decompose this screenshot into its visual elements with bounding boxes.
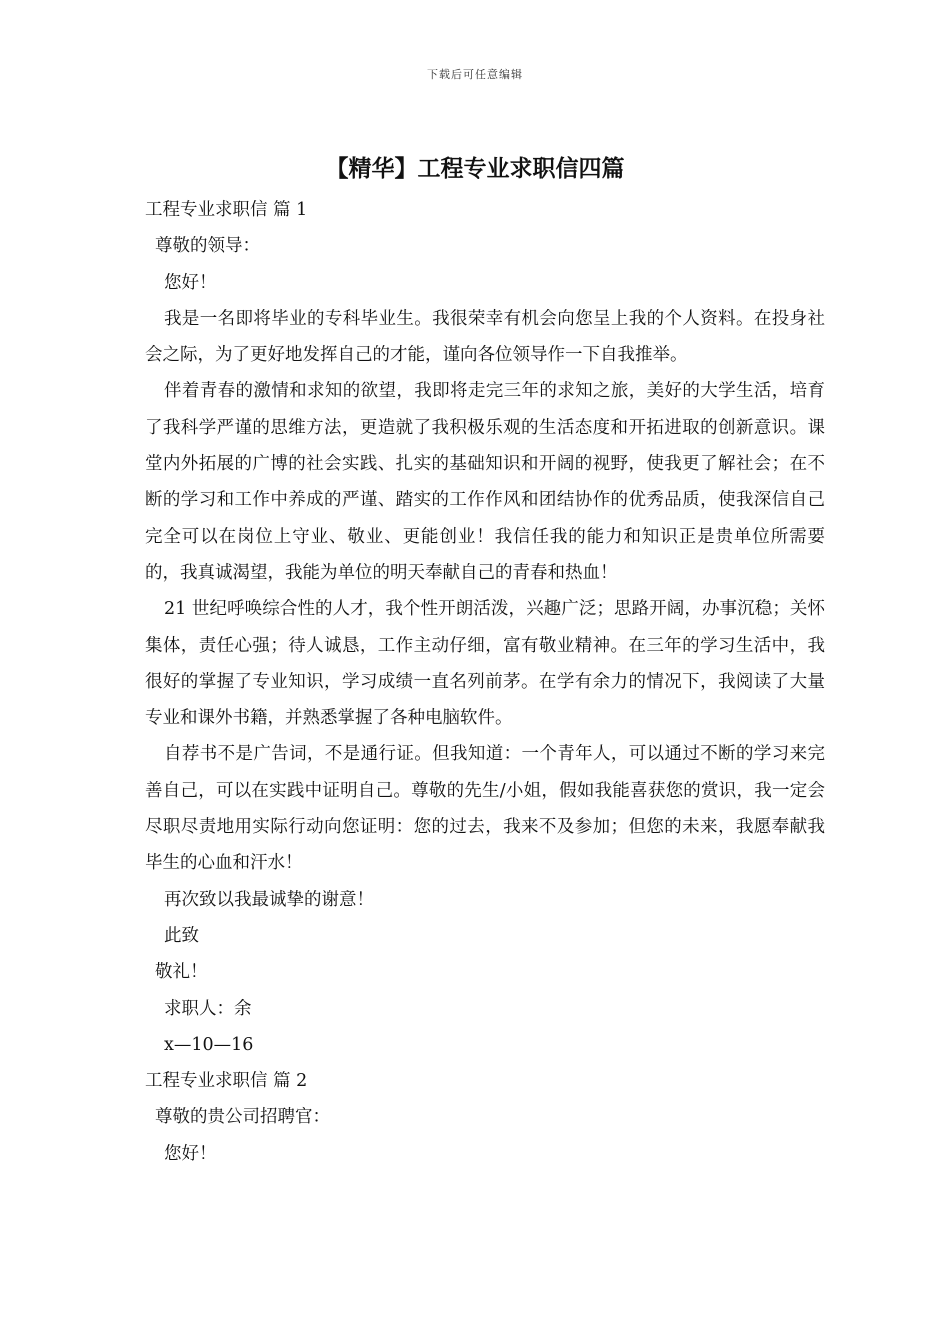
header-note: 下载后可任意编辑	[427, 68, 523, 81]
letter1-paragraph: 我是一名即将毕业的专科毕业生。我很荣幸有机会向您呈上我的个人资料。在投身社会之际，为了更好地发挥自己的才能，谨向各位领导作一下自我推举。	[145, 308, 825, 366]
document-title: 【精华】工程专业求职信四篇	[325, 156, 625, 182]
letter1-closing: 此致	[164, 925, 199, 946]
letter1-regards: 敬礼！	[155, 962, 208, 983]
letter1-greeting: 您好！	[164, 272, 217, 293]
letter1-paragraph: 21 世纪呼唤综合性的人才，我个性开朗活泼，兴趣广泛；思路开阔，办事沉稳；关怀集体，责任心强；待人诚恳，工作主动仔细，富有敬业精神。在三年的学习生活中，我很好的掌握了专业知识，学习成绩一直名列前茅。在学有余力的情况下，我阅读了大量专业和课外书籍，并熟悉掌握了各种电脑软件。	[145, 599, 825, 729]
letter1-paragraph: 自荐书不是广告词，不是通行证。但我知道：一个青年人，可以通过不断的学习来完善自己，可以在实践中证明自己。尊敬的先生/小姐，假如我能喜获您的赏识，我一定会尽职尽责地用实际行动向您证明：您的过去，我来不及参加；但您的未来，我愿奉献我毕生的心血和汗水！	[145, 744, 825, 874]
document-body	[145, 192, 825, 1172]
letter2-salutation: 尊敬的贵公司招聘官：	[155, 1107, 330, 1128]
letter1-heading: 工程专业求职信 篇 1	[145, 200, 308, 220]
letter1-thanks: 再次致以我最诚挚的谢意！	[164, 889, 374, 910]
letter2-greeting: 您好！	[164, 1143, 217, 1164]
letter1-salutation: 尊敬的领导：	[155, 236, 260, 257]
letter1-paragraph: 伴着青春的激情和求知的欲望，我即将走完三年的求知之旅，美好的大学生活，培育了我科学严谨的思维方法，更造就了我积极乐观的生活态度和开拓进取的创新意识。课堂内外拓展的广博的社会实践、扎实的基础知识和开阔的视野，使我更了解社会；在不断的学习和工作中养成的严谨、踏实的工作作风和团结协作的优秀品质，使我深信自己完全可以在岗位上守业、敬业、更能创业！我信任我的能力和知识正是贵单位所需要的，我真诚渴望，我能为单位的明天奉献自己的青春和热血！	[145, 381, 825, 583]
letter1-signature: 求职人：余	[164, 998, 252, 1019]
letter2-heading: 工程专业求职信 篇 2	[145, 1071, 308, 1092]
letter1-date: x—10—16	[164, 1034, 254, 1055]
